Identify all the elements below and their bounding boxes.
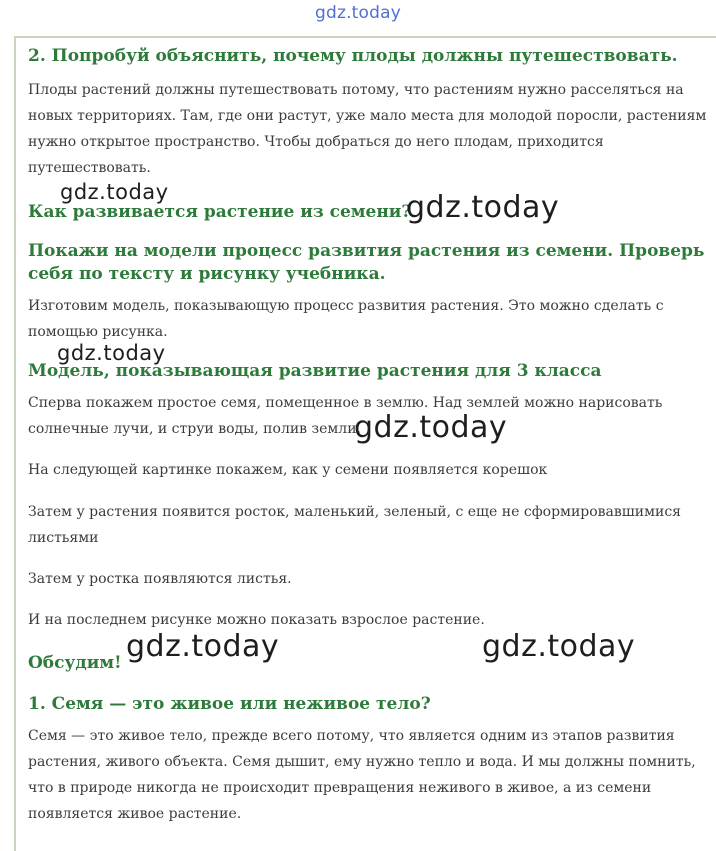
watermark: gdz.today: [60, 180, 169, 204]
model-task-heading: себя по тексту и рисунку учебника.: [28, 264, 386, 284]
step-sprout-text-line: Затем у растения появится росток, маленький, зеленый, с еще не сформировавшимися: [28, 504, 682, 520]
question-1-text-line: растения, живого объекта. Семя дышит, ему нужно тепло и вода. И мы должны помнить,: [28, 754, 696, 770]
model-text-line: Сперва покажем простое семя, помещенное в землю. Над землей можно нарисовать: [28, 395, 663, 411]
watermark: gdz.today: [57, 341, 166, 365]
watermark: gdz.today: [482, 629, 636, 664]
step-sprout-text-line: листьями: [28, 530, 99, 546]
model-text-line: солнечные лучи, и струи воды, полив земли.: [28, 421, 361, 437]
question-1-text-line: Семя — это живое тело, прежде всего потому, что является одним из этапов развития: [28, 728, 675, 744]
question-2-text-line: путешествовать.: [28, 160, 151, 176]
watermark: gdz.today: [406, 190, 560, 225]
question-2-heading: 2. Попробуй объяснить, почему плоды должны путешествовать.: [28, 46, 678, 66]
growth-heading: Как развивается растение из семени?: [28, 202, 412, 222]
model-task-text-line: Изготовим модель, показывающую процесс развития растения. Это можно сделать с: [28, 298, 664, 314]
question-1-heading: 1. Семя — это живое или неживое тело?: [28, 694, 431, 714]
question-2-text-line: Плоды растений должны путешествовать потому, что растениям нужно расселяться на: [28, 82, 684, 98]
model-heading: Модель, показывающая развитие растения для 3 класса: [28, 361, 602, 381]
question-1-text-line: что в природе никогда не происходит превращения неживого в живое, а из семени: [28, 780, 652, 796]
question-1-text-line: появляется живое растение.: [28, 806, 242, 822]
model-task-heading: Покажи на модели процесс развития растения из семени. Проверь: [28, 241, 705, 261]
step-adult-text: И на последнем рисунке можно показать взрослое растение.: [28, 612, 485, 628]
step-root-text: На следующей картинке покажем, как у семени появляется корешок: [28, 462, 548, 478]
site-logo[interactable]: gdz.today: [314, 3, 402, 23]
step-leaves-text: Затем у ростка появляются листья.: [28, 571, 292, 587]
discuss-heading: Обсудим!: [28, 653, 122, 673]
watermark: gdz.today: [354, 410, 508, 445]
question-2-text-line: новых территориях. Там, где они растут, уже мало места для молодой поросли, растениям: [28, 108, 707, 124]
model-task-text-line: помощью рисунка.: [28, 324, 168, 340]
watermark: gdz.today: [126, 629, 280, 664]
question-2-text-line: нужно открытое пространство. Чтобы добраться до него плодам, приходится: [28, 134, 604, 150]
